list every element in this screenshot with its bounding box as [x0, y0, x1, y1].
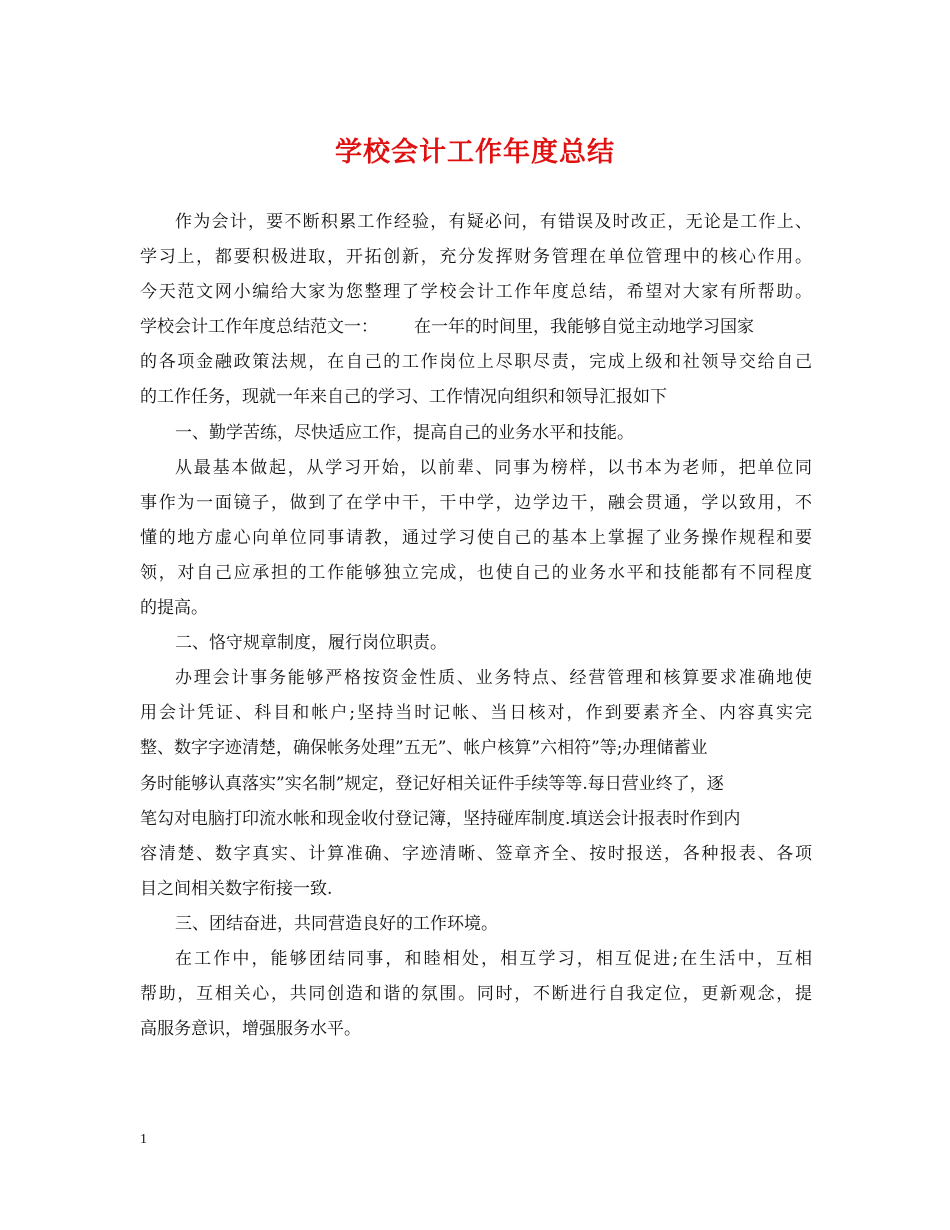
section-heading-sample-one: 学校会计工作年度总结范文一： — [140, 317, 378, 338]
document-body — [140, 205, 812, 1047]
text-line: 在工作中，能够团结同事，和睦相处，相互学习，相互促进;在生活中，互相 — [175, 948, 812, 969]
text-line: 务时能够认真落实”实名制”规定，登记好相关证件手续等等.每日营业终了，逐 — [140, 773, 724, 794]
text-line: 领，对自己应承担的工作能够独立完成，也使自己的业务水平和技能都有不同程度 — [140, 562, 812, 583]
section-heading: 一、勤学苦练，尽快适应工作，提高自己的业务水平和技能。 — [175, 422, 634, 443]
text-line-part: 在一年的时间里，我能够自觉主动地学习国家 — [414, 317, 754, 338]
text-line: 容清楚、数字真实、计算准确、字迹清晰、签章齐全、按时报送，各种报表、各项 — [140, 843, 812, 864]
text-line: 的工作任务，现就一年来自己的学习、工作情况向组织和领导汇报如下 — [140, 387, 667, 408]
document-title: 学校会计工作年度总结 — [335, 137, 615, 168]
text-line: 帮助，互相关心，共同创造和谐的氛围。同时，不断进行自我定位，更新观念，提 — [140, 984, 812, 1005]
text-line: 的各项金融政策法规，在自己的工作岗位上尽职尽责，完成上级和社领导交给自己 — [140, 352, 812, 373]
text-line: 事作为一面镜子，做到了在学中干，干中学，边学边干，融会贯通，学以致用，不 — [140, 492, 812, 513]
text-line: 作为会计，要不断积累工作经验，有疑必问，有错误及时改正，无论是工作上、 — [175, 212, 812, 232]
text-line: 懂的地方虚心向单位同事请教，通过学习使自己的基本上掌握了业务操作规程和要 — [140, 527, 812, 548]
text-line: 目之间相关数字衔接一致. — [140, 878, 333, 899]
section-heading: 三、团结奋进，共同营造良好的工作环境。 — [175, 913, 498, 934]
text-line: 学习上，都要积极进取，开拓创新，充分发挥财务管理在单位管理中的核心作用。 — [140, 247, 812, 268]
text-line: 整、数字字迹清楚，确保帐务处理”五无”、帐户核算”六相符”等;办理储蓄业 — [140, 738, 708, 759]
text-line: 高服务意识，增强服务水平。 — [140, 1019, 361, 1040]
section-heading: 二、恪守规章制度，履行岗位职责。 — [175, 633, 447, 654]
text-line: 今天范文网小编给大家为您整理了学校会计工作年度总结，希望对大家有所帮助。 — [140, 282, 812, 303]
page-number: 1 — [140, 1132, 147, 1147]
text-line: 从最基本做起，从学习开始，以前辈、同事为榜样，以书本为老师，把单位同 — [175, 457, 812, 478]
text-line: 笔勾对电脑打印流水帐和现金收付登记簿，坚持碰库制度.填送会计报表时作到内 — [140, 808, 741, 829]
text-line: 办理会计事务能够严格按资金性质、业务特点、经营管理和核算要求准确地使 — [175, 668, 812, 689]
text-line: 用会计凭证、科目和帐户;坚持当时记帐、当日核对，作到要素齐全、内容真实完 — [140, 703, 812, 724]
text-line-composite — [140, 310, 812, 345]
text-line: 的提高。 — [140, 598, 208, 619]
